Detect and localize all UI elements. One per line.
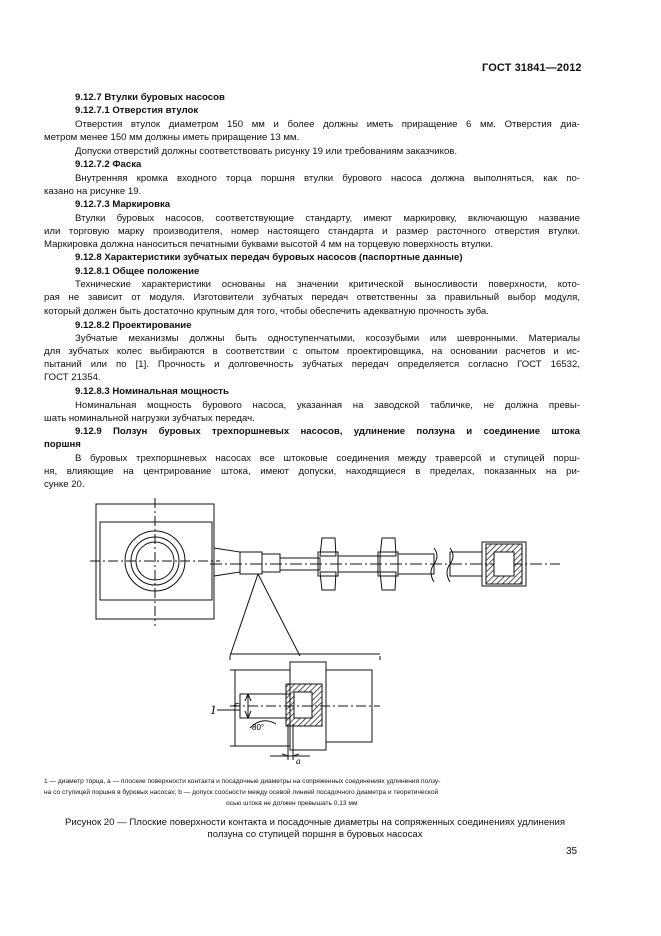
paragraph-line: ня, влияющие на центрирование штока, имеют допуски, находящиеся в пределах, показанных на ри- <box>44 466 580 477</box>
figure-20-drawing <box>90 498 580 768</box>
paragraph-line: Внутренняя кромка входного торца поршня втулки бурового насоса должна выполняться, как по- <box>75 173 580 184</box>
figure-label-1: 1 <box>210 702 217 717</box>
paragraph-line: шать номинальной нагрузки зубчатых передач. <box>44 413 255 424</box>
paragraph-line: казано на рисунке 19. <box>44 186 142 197</box>
paragraph-line: пытаний или по [1]. Прочность и долговечность зубчатых передач определяется согласно ГОСТ 16532, <box>44 359 580 370</box>
heading-9-12-7-1: 9.12.7.1 Отверстия втулок <box>75 105 199 116</box>
paragraph-line: метром менее 150 мм должны иметь приращение 13 мм. <box>44 132 300 143</box>
figure-note-line: на со ступицей поршня в буровых насосах; b — допуск соосности между осевой линией посадочного диаметра и теоретической <box>44 789 439 796</box>
figure-caption: ползуна со ступицей поршня в буровых насосах <box>207 829 423 840</box>
paragraph-line: Технические характеристики основаны на значении критической выносливости поверхности, кото- <box>75 279 580 290</box>
paragraph-line: Маркировка должна наноситься печатными буквами высотой 4 мм на торцевую поверхность втулки. <box>44 239 493 250</box>
paragraph-line: Номинальная мощность бурового насоса, указанная на заводской табличке, не должна превы- <box>75 400 580 411</box>
heading-9-12-7-2: 9.12.7.2 Фаска <box>75 159 142 170</box>
paragraph-line: Втулки буровых насосов, соответствующие стандарту, имеют маркировку, включающую название <box>75 213 580 224</box>
heading-9-12-8-2: 9.12.8.2 Проектирование <box>75 320 192 331</box>
page-number: 35 <box>566 846 578 857</box>
heading-9-12-8-3: 9.12.8.3 Номинальная мощность <box>75 386 229 397</box>
heading-9-12-8: 9.12.8 Характеристики зубчатых передач буровых насосов (паспортные данные) <box>75 252 463 263</box>
paragraph-line: Допуски отверстий должны соответствовать рисунку 19 или требованиям заказчиков. <box>75 146 458 157</box>
paragraph-line: Зубчатые механизмы должны быть одноступенчатыми, косозубыми или шевронными. Материалы <box>75 333 580 344</box>
paragraph-line: ГОСТ 21354. <box>44 372 101 383</box>
figure-label-angle: 80° <box>252 723 265 732</box>
figure-label-b: b <box>232 702 242 707</box>
paragraph-line: который должен быть достаточно крупным для того, чтобы обеспечить адекватную прочность зуба. <box>44 306 489 317</box>
heading-9-12-9-cont: поршня <box>44 439 81 450</box>
heading-9-12-8-1: 9.12.8.1 Общее положение <box>75 266 200 277</box>
document-header: ГОСТ 31841—2012 <box>482 62 582 74</box>
heading-9-12-7-3: 9.12.7.3 Маркировка <box>75 199 171 210</box>
paragraph-line: Отверстия втулок диаметром 150 мм и более должны иметь приращение 6 мм. Отверстия диа- <box>75 119 580 130</box>
paragraph-line: или торговую марку производителя, номер настоящего стандарта и размер расточного отверстия втулки. <box>44 226 580 237</box>
heading-9-12-7: 9.12.7 Втулки буровых насосов <box>75 92 225 103</box>
paragraph-line: В буровых трехпоршневых насосах все штоковые соединения между траверсой и ступицей порш- <box>75 453 580 464</box>
heading-9-12-9: 9.12.9 Ползун буровых трехпоршневых насосов, удлинение ползуна и соединение штока <box>75 426 580 437</box>
paragraph-line: рая не зависит от модуля. Изготовители зубчатых передач ответственны за правильный выбор модуля, <box>44 292 580 303</box>
paragraph-line: для зубчатых колес выбираются в соответствии с опытом проектировщика, на основании расчетов и ис- <box>44 346 580 357</box>
paragraph-line: сунке 20. <box>44 479 85 490</box>
figure-note-line: 1 — диаметр торца, a — плоские поверхности контакта и посадочные диаметры на сопряженных соединениях удлинения ползу- <box>44 778 441 785</box>
figure-caption: Рисунок 20 — Плоские поверхности контакта и посадочные диаметры на сопряженных соединениях удлинения <box>64 817 566 828</box>
figure-label-a: a <box>296 756 301 766</box>
figure-note-line: осью штока не должен превышать 0,13 мм <box>226 800 358 807</box>
